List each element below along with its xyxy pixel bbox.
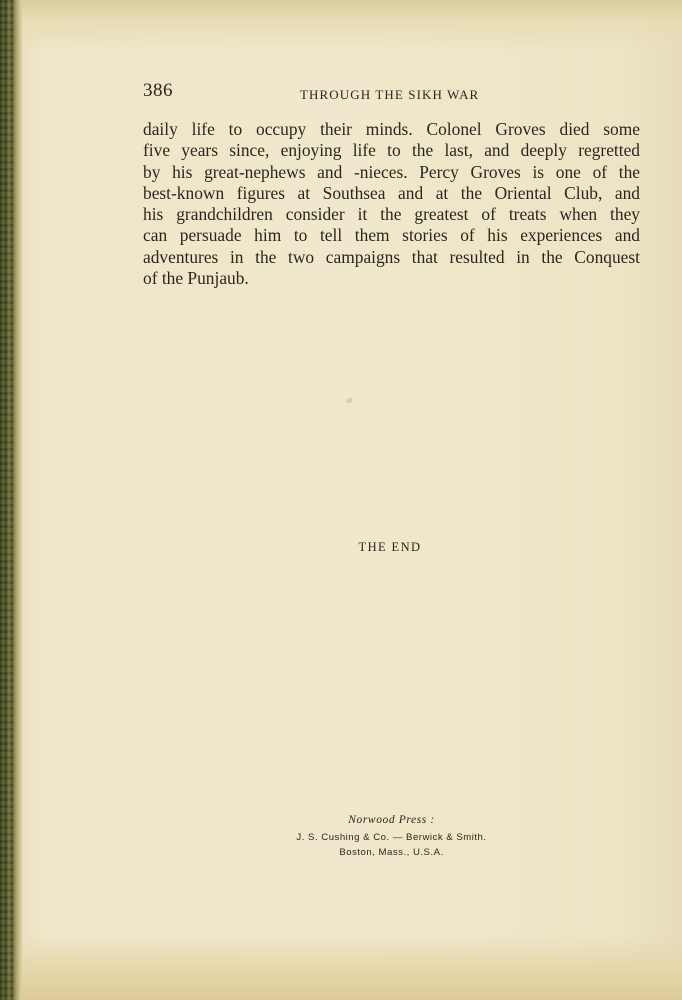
body-line: by his great-nephews and -nieces. Percy Groves is one of the bbox=[143, 161, 640, 182]
page-bottom-shading bbox=[22, 935, 682, 1000]
body-line: adventures in the two campaigns that resulted in the Conquest bbox=[143, 246, 640, 267]
page-number: 386 bbox=[143, 80, 173, 101]
body-line: daily life to occupy their minds. Colonel Groves died some bbox=[143, 119, 640, 139]
running-head: THROUGH THE SIKH WAR bbox=[300, 87, 480, 102]
paper-speck bbox=[345, 397, 354, 405]
body-line: best-known figures at Southsea and at the Oriental Club, and bbox=[143, 182, 640, 203]
body-paragraph bbox=[143, 119, 640, 289]
body-line: his grandchildren consider it the greatest of treats when they bbox=[143, 204, 640, 225]
printer-imprint bbox=[143, 814, 640, 860]
press-name: Norwood Press : bbox=[348, 814, 435, 826]
body-line: can persuade him to tell them stories of his experiences and bbox=[143, 225, 640, 246]
page-header bbox=[143, 80, 640, 104]
spine-texture bbox=[0, 0, 14, 1000]
page-top-shading bbox=[22, 0, 682, 50]
body-line: five years since, enjoying life to the last, and deeply regretted bbox=[143, 140, 640, 161]
imprint-line-2: Boston, Mass., U.S.A. bbox=[339, 847, 444, 858]
body-line: of the Punjaub. bbox=[143, 268, 249, 289]
imprint-line-1: J. S. Cushing & Co. — Berwick & Smith. bbox=[296, 832, 487, 843]
the-end-label: THE END bbox=[358, 540, 422, 554]
